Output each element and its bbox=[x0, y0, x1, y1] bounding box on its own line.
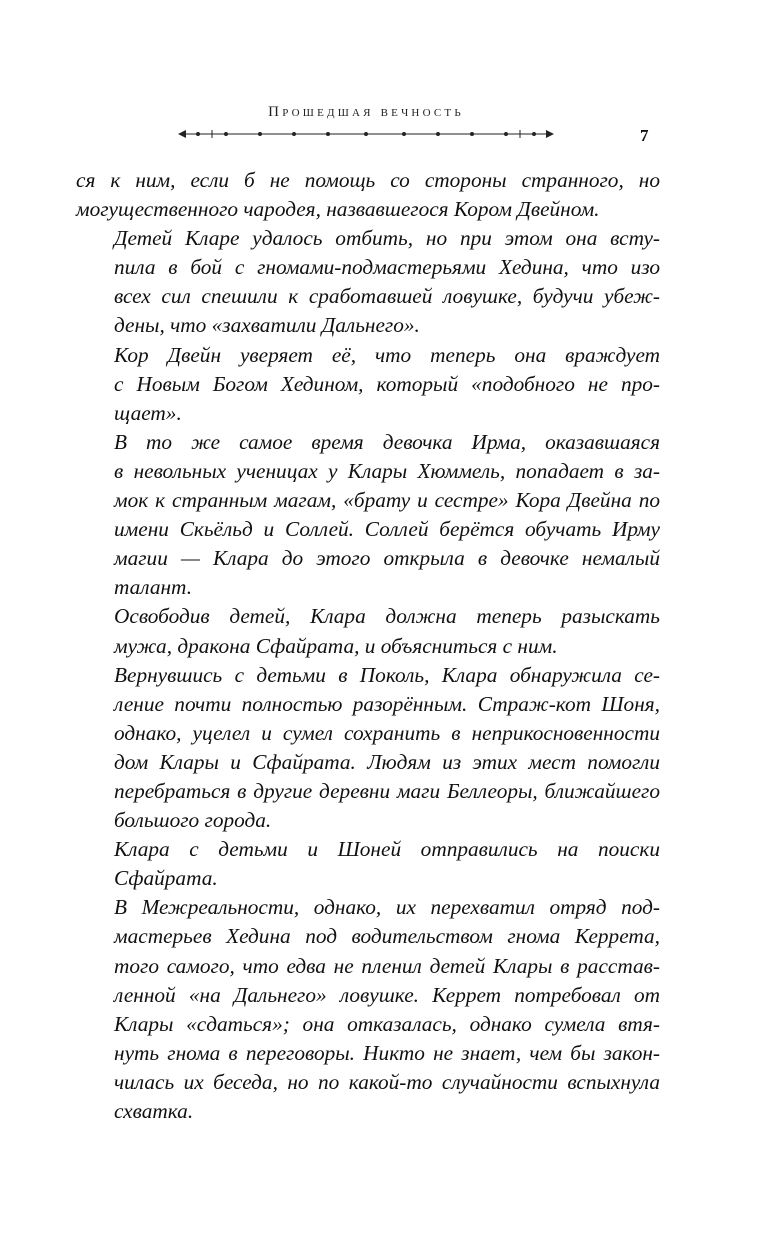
text-line: могущественного чародея, назвавшегося Кором Двейном. bbox=[76, 197, 600, 222]
text-line: того самого, что едва не пленил детей Клары в расстав- bbox=[114, 953, 660, 978]
text-line: дены, что «захватили Дальнего». bbox=[114, 313, 420, 338]
text-line: Освободив детей, Клара должна теперь разыскать bbox=[114, 604, 660, 629]
text-line: ленной «на Дальнего» ловушке. Керрет потребовал от bbox=[114, 982, 660, 1007]
text-line: талант. bbox=[114, 575, 193, 600]
text-line: нуть гнома в переговоры. Никто не знает, чем бы закон- bbox=[114, 1040, 660, 1065]
text-line: в невольных ученицах у Клары Хюммель, попадает в за- bbox=[114, 458, 660, 483]
paragraph bbox=[76, 835, 660, 893]
ornamental-rule bbox=[176, 124, 556, 144]
text-line: мужа, дракона Сфайрата, и объясниться с ним. bbox=[114, 633, 558, 658]
text-line: дом Клары и Сфайрата. Людям из этих мест помогли bbox=[114, 749, 660, 774]
text-line: Вернувшись с детьми в Поколь, Клара обнаружила се- bbox=[114, 662, 660, 687]
text-line: перебраться в другие деревни маги Беллеоры, ближайшего bbox=[114, 778, 660, 803]
paragraph bbox=[76, 341, 660, 428]
text-line: В то же самое время девочка Ирма, оказавшаяся bbox=[114, 429, 660, 454]
text-line: однако, уцелел и сумел сохранить в неприкосновенности bbox=[114, 720, 660, 745]
paragraph bbox=[76, 224, 660, 340]
running-title: Прошедшая вечность bbox=[268, 104, 464, 120]
text-line: Кор Двейн уверяет её, что теперь она враждует bbox=[114, 342, 660, 367]
paragraph bbox=[76, 428, 660, 603]
text-line: ся к ним, если б не помощь со стороны странного, но bbox=[76, 168, 660, 192]
text-line: схватка. bbox=[114, 1099, 194, 1123]
text-line: Клара с детьми и Шоней отправились на поиски bbox=[114, 837, 660, 862]
text-line: Детей Кларе удалось отбить, но при этом она всту- bbox=[114, 226, 660, 251]
paragraph bbox=[76, 893, 660, 1126]
paragraph bbox=[76, 166, 660, 224]
text-line: имени Скьёльд и Соллей. Соллей берётся обучать Ирму bbox=[114, 517, 660, 542]
paragraph bbox=[76, 661, 660, 836]
text-line: мастерьев Хедина под водительством гнома Керрета, bbox=[114, 924, 660, 949]
page-number: 7 bbox=[640, 126, 649, 145]
text-line: мок к странным магам, «брату и сестре» Кора Двейна по bbox=[114, 488, 660, 513]
text-line: В Межреальности, однако, их перехватил отряд под- bbox=[114, 895, 660, 920]
text-line: большого города. bbox=[114, 808, 272, 833]
text-line: щает». bbox=[114, 400, 182, 425]
text-line: ление почти полностью разорённым. Страж-кот Шоня, bbox=[114, 691, 660, 716]
text-line: Сфайрата. bbox=[114, 866, 218, 891]
text-line: магии — Клара до этого открыла в девочке немалый bbox=[114, 546, 660, 571]
text-line: всех сил спешили к сработавшей ловушке, будучи убеж- bbox=[114, 284, 660, 309]
text-line: чилась их беседа, но по какой-то случайности вспыхнула bbox=[114, 1069, 660, 1094]
paragraph bbox=[76, 602, 660, 660]
text-line: пила в бой с гномами-подмастерьями Хедина, что изо bbox=[114, 255, 660, 280]
body-text bbox=[76, 166, 660, 1126]
text-line: Клары «сдаться»; она отказалась, однако сумела втя- bbox=[114, 1011, 660, 1036]
text-line: с Новым Богом Хедином, который «подобного не про- bbox=[114, 371, 660, 396]
